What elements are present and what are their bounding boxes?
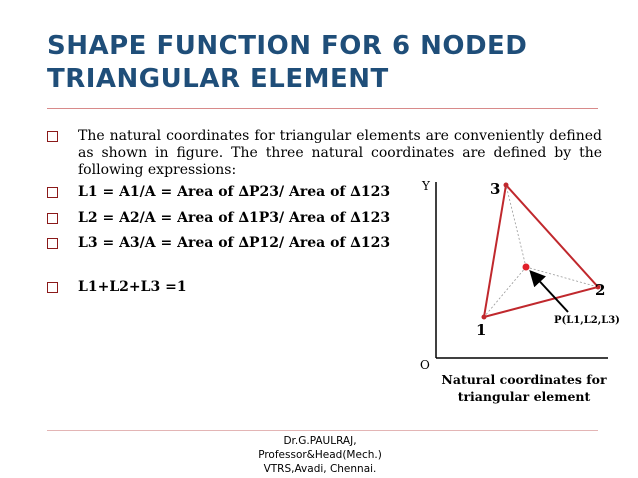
origin-label: O [420,358,430,372]
natural-coordinates-diagram [408,172,620,372]
point-p-marker [523,264,530,271]
checkbox-bullet-icon [47,213,58,224]
triangle-element [484,185,598,317]
footer-credit [240,434,400,476]
node-1-marker [482,315,487,320]
footer-line: VTRS,Avadi, Chennai. [263,463,377,475]
point-p-arrow [532,273,568,312]
slide-title: SHAPE FUNCTION FOR 6 NODED TRIANGULAR ELEMENT [47,31,528,94]
checkbox-bullet-icon [47,187,58,198]
checkbox-bullet-icon [47,131,58,142]
node-2-label: 2 [595,281,606,299]
bullet-text: L1+L2+L3 =1 [78,279,187,295]
bullet-text: L3 = A3/A = Area of ∆P12/ Area of ∆123 [78,235,391,251]
bullet-text: L1 = A1/A = Area of ∆P23/ Area of ∆123 [78,184,391,200]
diagram-caption: Natural coordinates for triangular element [441,372,607,404]
checkbox-bullet-icon [47,238,58,249]
title-divider [47,108,598,109]
footer-divider [47,430,598,431]
point-p-label: P(L1,L2,L3) [554,315,620,326]
node-1-label: 1 [476,321,487,339]
checkbox-bullet-icon [47,282,58,293]
node-3-marker [504,183,509,188]
footer-line: Professor&Head(Mech.) [258,449,382,461]
y-axis-label: Y [422,179,430,193]
bullet-text: The natural coordinates for triangular elements are conveniently defined as shown in figure. The three natural coordinates are defined by the following expressions: [78,128,602,178]
footer-line: Dr.G.PAULRAJ, [283,435,357,447]
bullet-text: L2 = A2/A = Area of ∆1P3/ Area of ∆123 [78,210,391,226]
node-3-label: 3 [490,180,501,198]
